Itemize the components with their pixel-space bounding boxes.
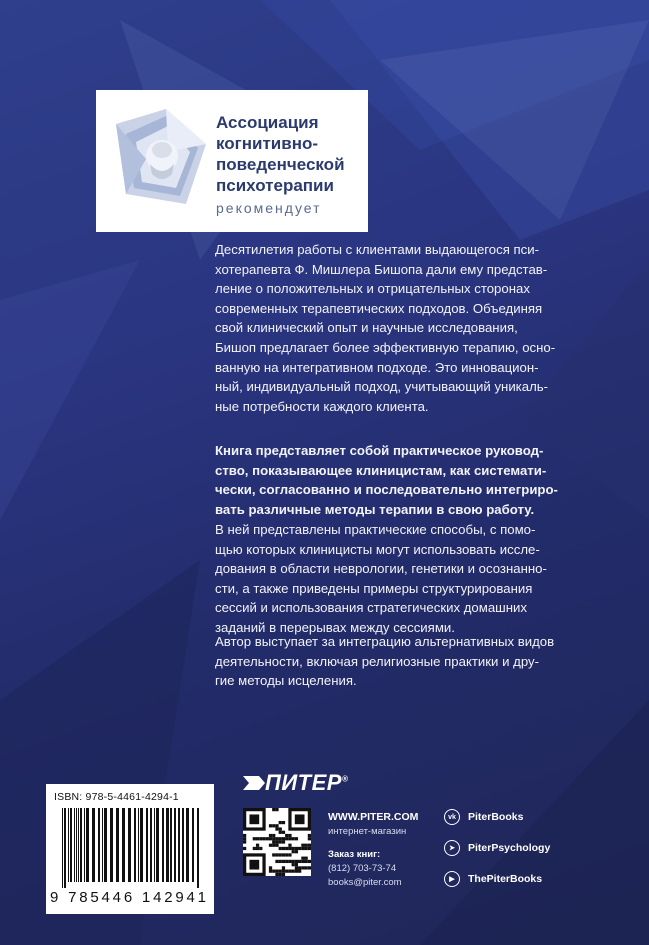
qr-module: [298, 870, 301, 873]
qr-module: [269, 870, 272, 873]
barcode-bar: [192, 808, 194, 882]
qr-module: [275, 870, 278, 873]
qr-module: [292, 837, 295, 840]
qr-module: [249, 860, 259, 870]
vk-icon: vk: [444, 809, 460, 825]
barcode-bar: [62, 808, 63, 888]
qr-module: [288, 853, 291, 856]
order-phone: (812) 703-73-74: [328, 863, 397, 874]
qr-module: [272, 837, 275, 840]
badge-title-line: когнитивно-: [216, 134, 319, 153]
qr-module: [279, 870, 282, 873]
qr-module: [295, 850, 298, 853]
text-line: Десятилетия работы с клиентами выдающегося пси-: [215, 242, 540, 257]
qr-module: [282, 873, 285, 876]
qr-module: [292, 860, 295, 863]
qr-module: [275, 860, 278, 863]
qr-module: [272, 824, 275, 827]
barcode-bar: [174, 808, 176, 882]
association-logo-icon: [106, 104, 214, 212]
qr-module: [308, 860, 311, 863]
barcode-bar: [98, 808, 100, 882]
qr-module: [288, 847, 291, 850]
isbn-label: ISBN: 978-5-4461-4294-1: [54, 791, 179, 803]
qr-module: [282, 870, 285, 873]
barcode-bar: [92, 808, 95, 882]
qr-module: [295, 866, 298, 869]
text-line: щью которых клиницисты могут использовать иссле-: [215, 541, 540, 557]
qr-module: [282, 847, 285, 850]
barcode-bar: [68, 808, 69, 882]
barcode-bar: [102, 808, 103, 882]
barcode-bar: [110, 808, 113, 882]
qr-code-icon: [243, 808, 311, 876]
badge-subtitle: рекомендует: [216, 200, 322, 216]
qr-module: [282, 860, 285, 863]
social-telegram[interactable]: [444, 840, 550, 856]
qr-module: [272, 834, 275, 837]
barcode-bar: [154, 808, 155, 882]
qr-module: [288, 844, 291, 847]
barcode-bar: [86, 808, 89, 882]
qr-module: [272, 844, 275, 847]
qr-module: [269, 837, 272, 840]
qr-module: [301, 847, 304, 850]
social-vk[interactable]: [444, 809, 523, 825]
qr-module: [295, 870, 298, 873]
barcode-bar: [64, 808, 66, 888]
barcode-bar: [156, 808, 159, 882]
qr-module: [308, 834, 311, 837]
registered-mark: ®: [341, 774, 349, 784]
qr-module: [256, 837, 259, 840]
qr-module: [285, 853, 288, 856]
qr-module: [256, 847, 259, 850]
qr-module: [305, 860, 308, 863]
barcode-bar: [70, 808, 72, 882]
barcode-bar: [150, 808, 152, 882]
qr-module: [279, 837, 282, 840]
qr-module: [301, 860, 304, 863]
qr-module: [272, 870, 275, 873]
qr-module: [292, 863, 295, 866]
social-label: PiterPsychology: [468, 842, 551, 854]
qr-module: [269, 834, 272, 837]
text-line: Автор выступает за интеграцию альтернативных видов: [215, 634, 555, 649]
publisher-website[interactable]: WWW.PITER.COM: [328, 811, 419, 823]
barcode-bar: [170, 808, 172, 882]
barcode-bar: [80, 808, 82, 882]
qr-module: [305, 847, 308, 850]
qr-module: [285, 837, 288, 840]
qr-module: [292, 847, 295, 850]
badge-title: [216, 112, 345, 196]
barcode-bars: [60, 808, 202, 888]
qr-module: [275, 827, 278, 830]
qr-module: [308, 837, 311, 840]
barcode-bar: [78, 808, 79, 882]
qr-module: [295, 847, 298, 850]
qr-module: [269, 866, 272, 869]
barcode-bar: [116, 808, 119, 882]
text-line: ление о положительных и отрицательных сторонах: [215, 281, 530, 297]
social-label: PiterBooks: [468, 811, 524, 823]
order-email[interactable]: books@piter.com: [328, 877, 402, 888]
qr-module: [272, 808, 275, 811]
barcode-bar: [74, 808, 75, 882]
barcode-bar: [128, 808, 131, 882]
description-paragraph-1: [215, 240, 615, 416]
barcode-bar: [138, 808, 139, 882]
qr-module: [285, 847, 288, 850]
text-line: ные потребности каждого клиента.: [215, 398, 429, 414]
qr-module: [282, 853, 285, 856]
qr-module: [292, 870, 295, 873]
qr-module: [279, 827, 282, 830]
publisher-logo: [243, 770, 348, 796]
barcode-bar: [76, 808, 77, 882]
qr-module: [262, 837, 265, 840]
badge-text: [216, 112, 345, 216]
text-line: ный, индивидуальный подход, учитывающий уникаль-: [215, 379, 549, 395]
qr-module: [288, 837, 291, 840]
qr-module: [275, 824, 278, 827]
description-paragraph-2: [215, 441, 615, 519]
qr-module: [308, 847, 311, 850]
qr-module: [298, 866, 301, 869]
qr-module: [256, 844, 259, 847]
qr-module: [282, 821, 285, 824]
social-label: ThePiterBooks: [468, 873, 543, 885]
qr-module: [269, 844, 272, 847]
description-paragraph-3: [215, 520, 615, 638]
qr-module: [253, 837, 256, 840]
barcode-bar: [104, 808, 107, 882]
qr-module: [279, 860, 282, 863]
text-line: современных терапевтических подходов. Объединяя: [215, 300, 543, 316]
barcode-bar: [140, 808, 143, 882]
barcode-bar: [162, 808, 164, 882]
qr-module: [295, 860, 298, 863]
barcode-bar: [122, 808, 125, 882]
qr-module: [266, 837, 269, 840]
text-line: хотерапевта Ф. Мишлера Бишопа дали ему представ-: [215, 261, 548, 277]
qr-module: [275, 840, 278, 843]
barcode-bar: [146, 808, 148, 882]
text-line: Книга представляет собой практическое руковод-: [215, 443, 544, 458]
qr-module: [298, 860, 301, 863]
qr-module: [308, 844, 311, 847]
qr-module: [275, 853, 278, 856]
qr-module: [282, 866, 285, 869]
qr-module: [279, 873, 282, 876]
qr-module: [275, 873, 278, 876]
barcode-bar: [134, 808, 136, 882]
text-line: чески, согласованно и последовательно интегриро-: [215, 482, 558, 498]
qr-module: [305, 866, 308, 869]
text-line: свой клинический опыт и научные исследования,: [215, 320, 518, 336]
text-line: В ней представлены практические способы, с помо-: [215, 522, 536, 537]
text-line: ванную на интегративном подходе. Это инновацион-: [215, 359, 539, 375]
badge-title-line: поведенческой: [216, 155, 345, 174]
qr-module: [259, 837, 262, 840]
youtube-icon: ▶: [444, 871, 460, 887]
piter-arrow-icon: [243, 774, 265, 792]
barcode-bar: [197, 808, 199, 888]
qr-module: [288, 834, 291, 837]
qr-module: [295, 814, 305, 824]
text-line: вать различные методы терапии в свою работу.: [215, 501, 535, 517]
order-heading: Заказ книг:: [328, 849, 381, 860]
qr-module: [288, 860, 291, 863]
qr-module: [305, 844, 308, 847]
qr-module: [285, 834, 288, 837]
qr-module: [279, 831, 282, 834]
qr-module: [282, 840, 285, 843]
qr-module: [279, 840, 282, 843]
qr-module: [295, 863, 298, 866]
badge-title-line: психотерапии: [216, 176, 334, 195]
qr-module: [288, 870, 291, 873]
qr-module: [243, 840, 246, 843]
qr-module: [279, 847, 282, 850]
isbn-barcode: [46, 784, 214, 914]
qr-module: [243, 847, 246, 850]
qr-module: [305, 857, 308, 860]
qr-module: [249, 814, 259, 824]
association-badge: [96, 90, 368, 232]
qr-module: [282, 837, 285, 840]
qr-module: [269, 824, 272, 827]
telegram-icon: ➤: [444, 840, 460, 856]
qr-module: [279, 853, 282, 856]
barcode-bar: [182, 808, 184, 882]
qr-module: [275, 808, 278, 811]
qr-module: [285, 870, 288, 873]
qr-module: [272, 853, 275, 856]
qr-module: [259, 847, 262, 850]
qr-module: [275, 844, 278, 847]
text-line: сессий и использования стратегических домашних: [215, 600, 527, 616]
qr-module: [243, 834, 246, 837]
text-line: заданий в перерывах между сессиями.: [215, 619, 455, 635]
qr-module: [292, 850, 295, 853]
barcode-bar: [186, 808, 189, 882]
description-paragraph-4: [215, 632, 615, 691]
qr-module: [298, 847, 301, 850]
qr-module: [282, 831, 285, 834]
website-caption: интернет-магазин: [328, 826, 407, 837]
badge-title-line: Ассоциация: [216, 113, 319, 132]
barcode-bar: [166, 808, 169, 882]
text-line: гие методы исцеления.: [215, 673, 357, 689]
text-line: дования в области неврологии, генетики и осознанно-: [215, 561, 547, 577]
qr-module: [275, 837, 278, 840]
qr-module: [279, 821, 282, 824]
text-line: ство, показывающее клиницистам, как системати-: [215, 462, 547, 478]
barcode-digits: 9 785446 142941: [50, 889, 209, 906]
qr-module: [243, 837, 246, 840]
qr-module: [301, 857, 304, 860]
text-line: деятельности, включая религиозные практики и дру-: [215, 653, 539, 669]
qr-module: [301, 844, 304, 847]
text-line: сти, а также приведены примеры структурирования: [215, 580, 533, 596]
text-line: Бишоп предлагает более эффективную терапию, осно-: [215, 339, 556, 355]
qr-module: [301, 866, 304, 869]
publisher-name: ПИТЕР: [265, 770, 342, 795]
qr-module: [308, 866, 311, 869]
qr-module: [295, 837, 298, 840]
qr-module: [253, 847, 256, 850]
barcode-bar: [84, 808, 85, 882]
qr-module: [285, 860, 288, 863]
qr-module: [272, 840, 275, 843]
social-youtube[interactable]: [444, 871, 542, 887]
barcode-bar: [178, 808, 180, 882]
